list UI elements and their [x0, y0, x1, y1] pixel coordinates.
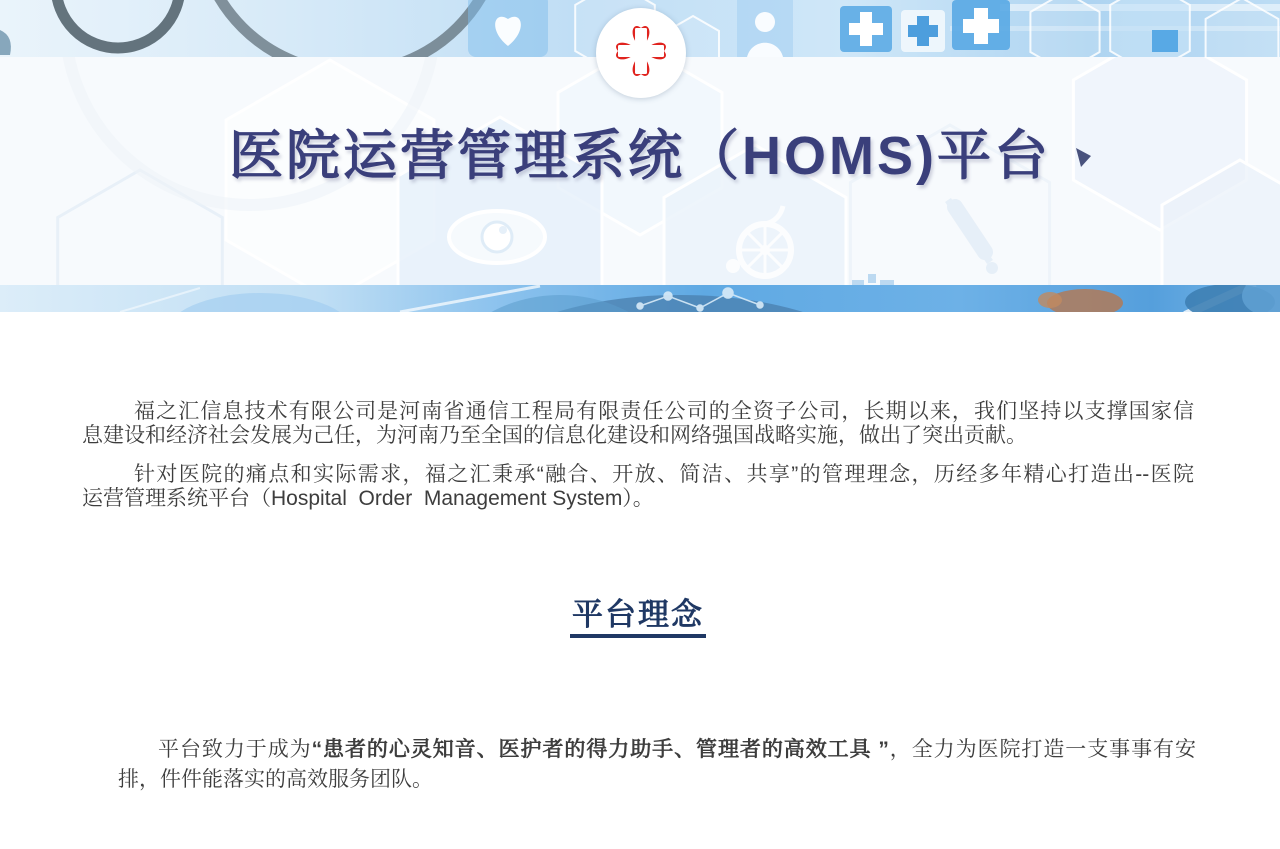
paragraph-line: 运营管理系统平台（Hospital Order Management System）。 — [82, 487, 654, 510]
paragraph-line: 排，件件能落实的高效服务团队。 — [118, 768, 433, 791]
eye-icon — [449, 211, 545, 263]
intro-paragraph — [82, 400, 1194, 448]
text-run: 平台致力于成为 — [158, 738, 312, 761]
banner — [0, 0, 1280, 312]
highlighted-text: “患者的心灵知音、医护者的得力助手、管理者的高效工具 ” — [311, 738, 889, 761]
platform-philosophy-heading: 平台理念 — [570, 598, 706, 638]
paragraph-line: 息建设和经济社会发展为己任，为河南乃至全国的信息化建设和网络强国战略实施，做出了突出贡献。 — [82, 424, 1027, 447]
person-icon — [737, 0, 793, 57]
paragraph-line — [118, 735, 1196, 765]
text-run: ，全力为医院打造一支事事有安 — [888, 738, 1196, 761]
product-paragraph — [82, 463, 1194, 511]
main-content — [82, 312, 1194, 795]
page-title: 医院运营管理系统（HOMS)平台 — [229, 126, 1051, 186]
section-heading-wrap — [82, 598, 1194, 638]
philosophy-paragraph — [118, 735, 1196, 795]
paragraph-line: 针对医院的痛点和实际需求，福之汇秉承“融合、开放、简洁、共享”的管理理念，历经多年精心打造出--医院 — [134, 463, 1194, 486]
hospital-red-cross-logo-icon — [596, 8, 686, 98]
paragraph-line: 福之汇信息技术有限公司是河南省通信工程局有限责任公司的全资子公司，长期以来，我们坚持以支撑国家信 — [134, 400, 1194, 423]
logo-badge — [596, 8, 686, 98]
heart-icon — [468, 0, 548, 57]
